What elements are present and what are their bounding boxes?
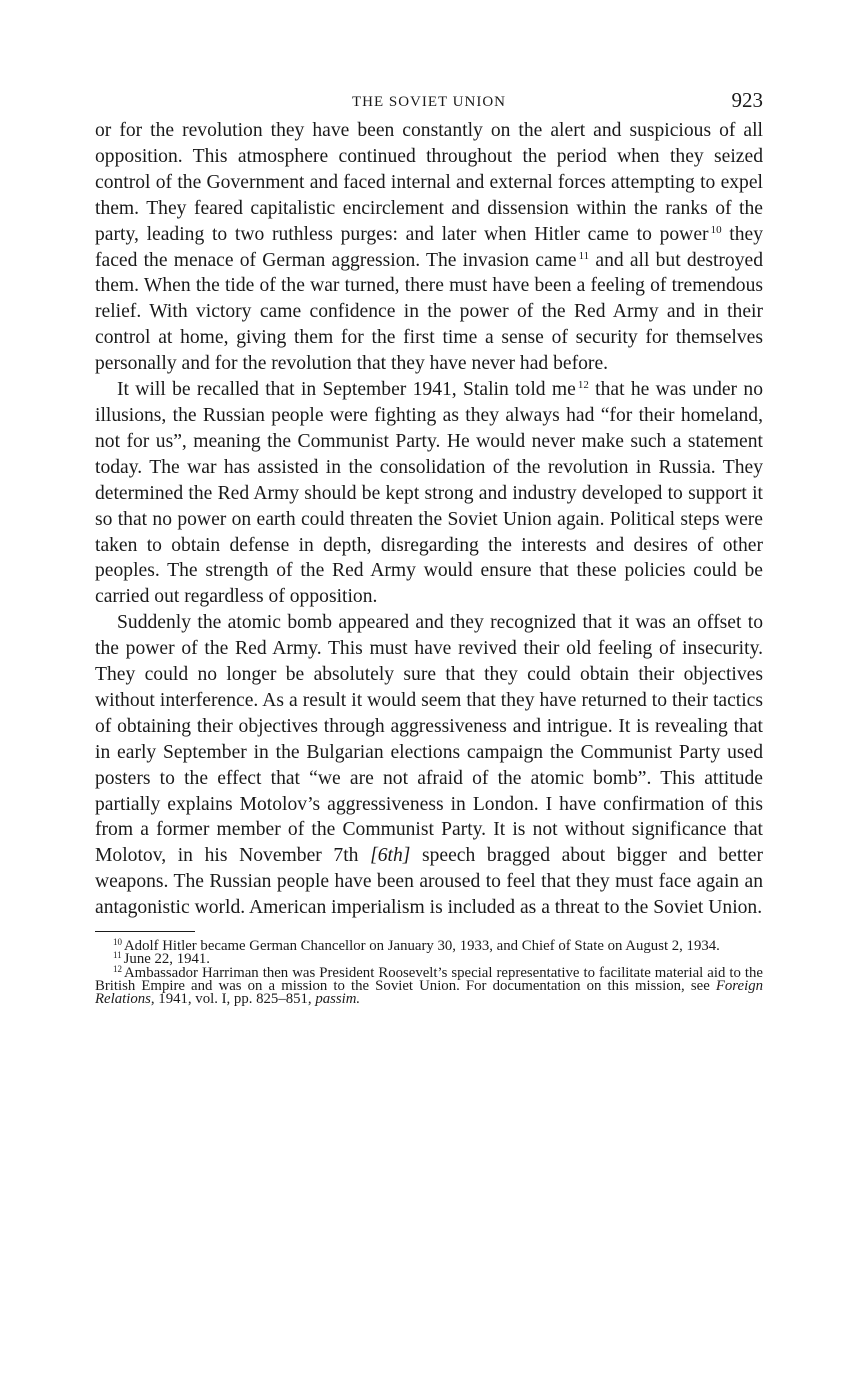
footnote-ref-12: 12: [577, 379, 589, 392]
text-run: that he was under no illusions, the Russian people were fighting as they always had “for their homeland, not for us”, meaning the Communist Party. He would never make such a statement today. The war has assisted in the consolidation of the revolution in Russia. They determined the Red Army should be kept strong and industry developed to support it so that no power on earth could threaten the Soviet Union again. Political steps were taken to obtain defense in depth, disregarding the interests and desires of other peoples. The strength of the Red Army would ensure that these policies could be carried out regardless of opposition.: [95, 379, 764, 608]
footnote-text: June 22, 1941.: [123, 951, 210, 968]
body-text: [95, 118, 763, 921]
document-page: [95, 86, 763, 1007]
footnote-marker: 12: [113, 963, 122, 974]
text-run: and all but destroyed them. When the tide of the war turned, there must have been a feeling of tremendous relief. With victory came confidence in the power of the Red Army and in their control at home, giving them for the first time a sense of security for themselves personally and for the revolution that they have never had before.: [95, 249, 763, 375]
paragraph-3: [95, 610, 763, 921]
footnote-12: [95, 963, 763, 1008]
text-run: Suddenly the atomic bomb appeared and they recognized that it was an offset to the power of the Red Army. This must have revived their old feeling of insecurity. They could no longer be absolutely sure that they could obtain their objectives without interference. As a result it would seem that they have returned to their tactics of obtaining their objectives through aggressiveness and intrigue. It is revealing that in early September in the Bulgarian elections campaign the Communist Party used posters to the effect that “we are not afraid of the atomic bomb”. This attitude partially explains Motolov’s aggressiveness in London. I have confirmation of this from a former member of the Communist Party. It is not without significance that Molotov, in his November 7th: [95, 612, 763, 867]
text-run: or for the revolution they have been constantly on the alert and suspicious of all opposition. This atmosphere continued throughout the period when they seized control of the Government and faced internal and external forces attempting to expel them. They feared capitalistic encirclement and dissension within the ranks of the party, leading to two ruthless purges: and later when Hitler came to power: [95, 120, 763, 245]
citation-passim: passim.: [315, 991, 361, 1008]
text-run: they faced the menace of German aggression. The invasion came: [95, 223, 763, 271]
footnote-text: Adolf Hitler became German Chancellor on January 30, 1933, and Chief of State on August 2, 1934.: [124, 938, 720, 955]
footnotes: [95, 937, 763, 1008]
running-header: [95, 86, 763, 118]
footnote-marker: 11: [113, 950, 122, 961]
citation-title: Foreign Relations: [95, 977, 763, 1008]
paragraph-1: [95, 118, 763, 377]
editorial-bracket: [6th]: [370, 845, 411, 867]
footnote-ref-11: 11: [578, 249, 590, 262]
footnote-text: Ambassador Harriman then was President Roosevelt’s special representative to facilitate material aid to the British Empire and was on a mission to the Soviet Union. For documentation on this mission, see: [95, 964, 763, 994]
footnote-marker: 10: [113, 937, 122, 948]
running-title: THE SOVIET UNION: [351, 94, 507, 110]
text-run: It will be recalled that in September 1941, Stalin told me: [117, 379, 576, 401]
footnote-ref-10: 10: [710, 223, 722, 236]
footnote-text: , 1941, vol. I, pp. 825–851,: [150, 991, 316, 1008]
page-number: 923: [731, 88, 763, 112]
footnote-divider: [95, 931, 195, 932]
text-run: speech bragged about bigger and better weapons. The Russian people have been aroused to feel that they must face again an antagonistic world. American imperialism is included as a threat to the Soviet Union.: [95, 845, 763, 919]
paragraph-2: [95, 377, 763, 610]
